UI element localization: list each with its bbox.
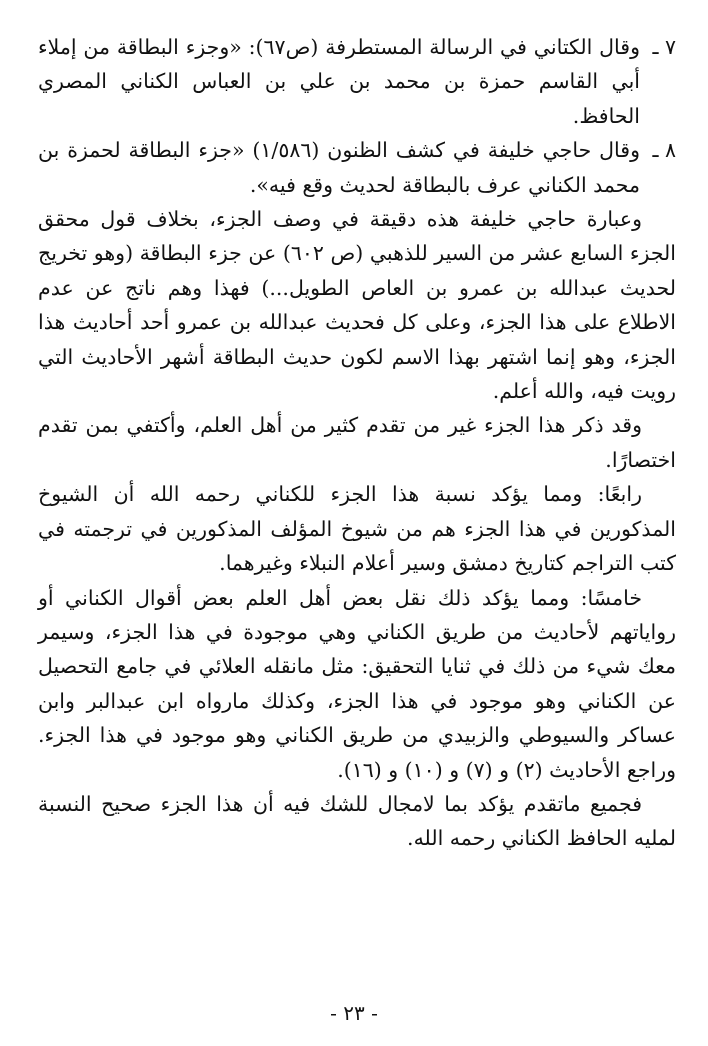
list-item-8 — [38, 133, 676, 202]
page-number: - ٢٣ - — [330, 1001, 378, 1025]
list-item-number: ٨ ـ — [652, 138, 676, 163]
paragraph-others-mentioned: وقد ذكر هذا الجزء غير من تقدم كثير من أهل العلم، وأكتفي بمن تقدم اختصارًا. — [38, 413, 676, 472]
paragraph-fourth-evidence: رابعًا: ومما يؤكد نسبة هذا الجزء للكناني رحمه الله أن الشيوخ المذكورين في هذا الجزء هم من شيوخ المؤلف المذكورين في ترجمته في كتب التراجم كتاريخ دمشق وسير أعلام النبلاء وغيرهما. — [38, 482, 676, 576]
list-item-7 — [38, 30, 676, 133]
page-body — [38, 30, 676, 856]
paragraph-haji-khalifa-remark: وعبارة حاجي خليفة هذه دقيقة في وصف الجزء، بخلاف قول محقق الجزء السابع عشر من السير للذهبي (ص ٦٠٢) عن جزء البطاقة (وهو تخريج لحديث عبدالله بن عمرو بن العاص الطويل...) فهذا وهم ناتج عن عدم الاطلاع على هذا الجزء، وعلى كل فحديث عبدالله بن عمرو أحد أحاديث هذا الجزء، وهو إنما اشتهر بهذا الاسم لكون حديث البطاقة أشهر الأحاديث التي رويت فيه، والله أعلم. — [38, 207, 676, 404]
list-item-number: ٧ ـ — [652, 35, 676, 59]
paragraph-fifth-evidence: خامسًا: ومما يؤكد ذلك نقل بعض أهل العلم بعض أقوال الكناني أو رواياتهم لأحاديث من طريق الكناني وهي موجودة في هذا الجزء، وسيمر معك شيء من ذلك في ثنايا التحقيق: مثل مانقله العلائي في جامع التحصيل عن الكناني وهو موجود في هذا الجزء، وكذلك مارواه ابن عبدالبر وابن عساكر والسيوطي والزبيدي من طريق الكناني وهو موجود في هذا الجزء. وراجع الأحاديث (٢) و (٧) و (١٠) و (١٦). — [38, 585, 676, 782]
paragraph-conclusion: فجميع ماتقدم يؤكد بما لامجال للشك فيه أن هذا الجزء صحيح النسبة لمليه الحافظ الكناني رحمه الله. — [38, 791, 676, 851]
list-item-text: وقال حاجي خليفة في كشف الظنون (١/٥٨٦) «جزء البطاقة لحمزة بن محمد الكناني عرف بالبطاقة لحديث وقع فيه». — [38, 138, 640, 197]
list-item-text: وقال الكتاني في الرسالة المستطرفة (ص٦٧): «وجزء البطاقة من إملاء أبي القاسم حمزة بن محمد بن علي بن العباس الكناني المصري الحافظ. — [38, 35, 640, 128]
